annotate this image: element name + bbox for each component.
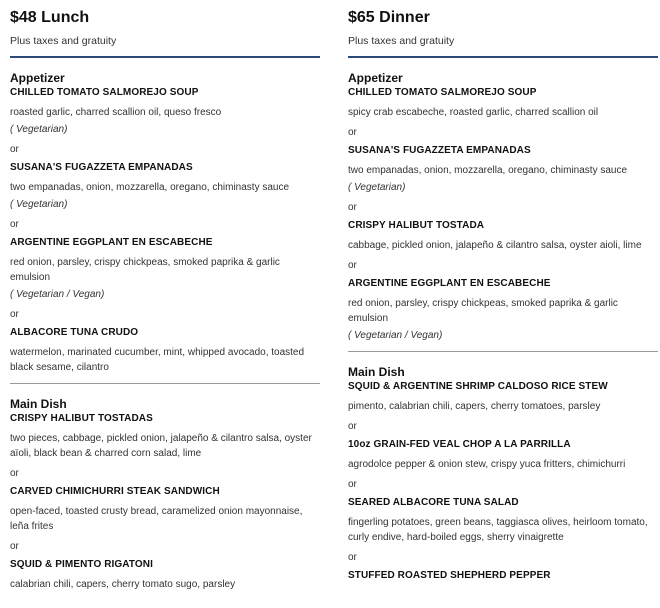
dish-name: ARGENTINE EGGPLANT EN ESCABECHE	[10, 237, 213, 248]
menu-item	[348, 569, 660, 583]
dish-name: 10oz GRAIN-FED VEAL CHOP A LA PARRILLA	[348, 439, 571, 450]
or-separator: or	[348, 421, 357, 432]
dinner-title: $65 Dinner	[348, 9, 430, 26]
dietary-tag: ( Vegetarian / Vegan)	[10, 289, 105, 300]
dish-name: CARVED CHIMICHURRI STEAK SANDWICH	[10, 486, 220, 497]
menu-item	[348, 496, 660, 545]
menu-item	[10, 161, 322, 212]
or-separator: or	[10, 541, 19, 552]
dish-name: CHILLED TOMATO SALMOREJO SOUP	[10, 87, 199, 98]
dish-name: SEARED ALBACORE TUNA SALAD	[348, 497, 519, 508]
dietary-tag: ( Vegetarian / Vegan)	[348, 330, 443, 341]
dish-description: roasted garlic, charred scallion oil, queso fresco	[10, 107, 222, 118]
or-separator: or	[10, 144, 19, 155]
menu-item	[348, 438, 660, 472]
lunch-menu	[10, 0, 322, 592]
dietary-tag: ( Vegetarian)	[10, 124, 68, 135]
menu-item	[348, 144, 660, 195]
or-separator: or	[10, 468, 19, 479]
menu-item	[348, 277, 660, 343]
section-heading: Main Dish	[10, 397, 67, 411]
menu-item	[10, 86, 322, 137]
lunch-main-section	[10, 396, 322, 592]
dish-description: two empanadas, onion, mozzarella, oregano, chiminasty sauce	[10, 182, 290, 193]
menu-item	[10, 236, 322, 302]
or-separator: or	[10, 219, 19, 230]
dish-name: CRISPY HALIBUT TOSTADAS	[10, 413, 153, 424]
dish-name: SQUID & ARGENTINE SHRIMP CALDOSO RICE STEW	[348, 381, 608, 392]
dish-description: calabrian chili, capers, cherry tomato sugo, parsley	[10, 579, 236, 590]
lunch-subtitle: Plus taxes and gratuity	[10, 35, 117, 47]
dish-name: STUFFED ROASTED SHEPHERD PEPPER	[348, 570, 551, 581]
dish-name: SUSANA'S FUGAZZETA EMPANADAS	[348, 145, 531, 156]
section-heading: Appetizer	[10, 71, 65, 85]
or-separator: or	[348, 127, 357, 138]
section-divider	[10, 383, 320, 384]
or-separator: or	[348, 260, 357, 271]
dish-name: CHILLED TOMATO SALMOREJO SOUP	[348, 87, 537, 98]
dish-name: ALBACORE TUNA CRUDO	[10, 327, 139, 338]
or-separator: or	[10, 309, 19, 320]
dietary-tag: ( Vegetarian)	[10, 199, 68, 210]
dish-description: red onion, parsley, crispy chickpeas, smoked paprika & garlic emulsion	[10, 257, 280, 283]
dish-description: watermelon, marinated cucumber, mint, whipped avocado, toasted black sesame, cilantro	[10, 347, 305, 373]
menu-item	[348, 219, 660, 253]
dish-description: two empanadas, onion, mozzarella, oregano, chiminasty sauce	[348, 165, 628, 176]
dish-description: agrodolce pepper & onion stew, crispy yuca fritters, chimichurri	[348, 459, 626, 470]
dish-description: fingerling potatoes, green beans, taggiasca olives, heirloom tomato, curly endive, hard-boiled eggs, sherry vinaigrette	[348, 517, 648, 543]
dinner-main-section	[348, 364, 660, 583]
dish-name: ARGENTINE EGGPLANT EN ESCABECHE	[348, 278, 551, 289]
menu-item	[348, 86, 660, 120]
dish-name: SQUID & PIMENTO RIGATONI	[10, 559, 153, 570]
dish-description: pimento, calabrian chili, capers, cherry tomatoes, parsley	[348, 401, 601, 412]
menu-item	[10, 485, 322, 534]
section-heading: Appetizer	[348, 71, 403, 85]
dish-description: cabbage, pickled onion, jalapeño & cilantro salsa, oyster aioli, lime	[348, 240, 642, 251]
or-separator: or	[348, 552, 357, 563]
dish-name: SUSANA'S FUGAZZETA EMPANADAS	[10, 162, 193, 173]
lunch-appetizer-section	[10, 70, 322, 375]
dish-description: red onion, parsley, crispy chickpeas, smoked paprika & garlic emulsion	[348, 298, 618, 324]
menu-item	[10, 558, 322, 592]
dish-description: two pieces, cabbage, pickled onion, jalapeño & cilantro salsa, oyster aïoli, black bean & charred corn salad, lime	[10, 433, 312, 459]
menu-item	[10, 326, 322, 375]
menu-item	[10, 412, 322, 461]
dinner-subtitle: Plus taxes and gratuity	[348, 35, 455, 47]
section-heading: Main Dish	[348, 365, 405, 379]
dish-description: spicy crab escabeche, roasted garlic, charred scallion oil	[348, 107, 599, 118]
dish-description: open-faced, toasted crusty bread, caramelized onion mayonnaise, leña frites	[10, 506, 303, 532]
lunch-title-divider	[10, 56, 320, 58]
dinner-appetizer-section	[348, 70, 660, 343]
lunch-title: $48 Lunch	[10, 9, 90, 26]
dietary-tag: ( Vegetarian)	[348, 182, 406, 193]
dinner-title-divider	[348, 56, 658, 58]
or-separator: or	[348, 479, 357, 490]
menu-item	[348, 380, 660, 414]
dinner-menu	[348, 0, 660, 588]
section-divider	[348, 351, 658, 352]
or-separator: or	[348, 202, 357, 213]
dish-name: CRISPY HALIBUT TOSTADA	[348, 220, 485, 231]
